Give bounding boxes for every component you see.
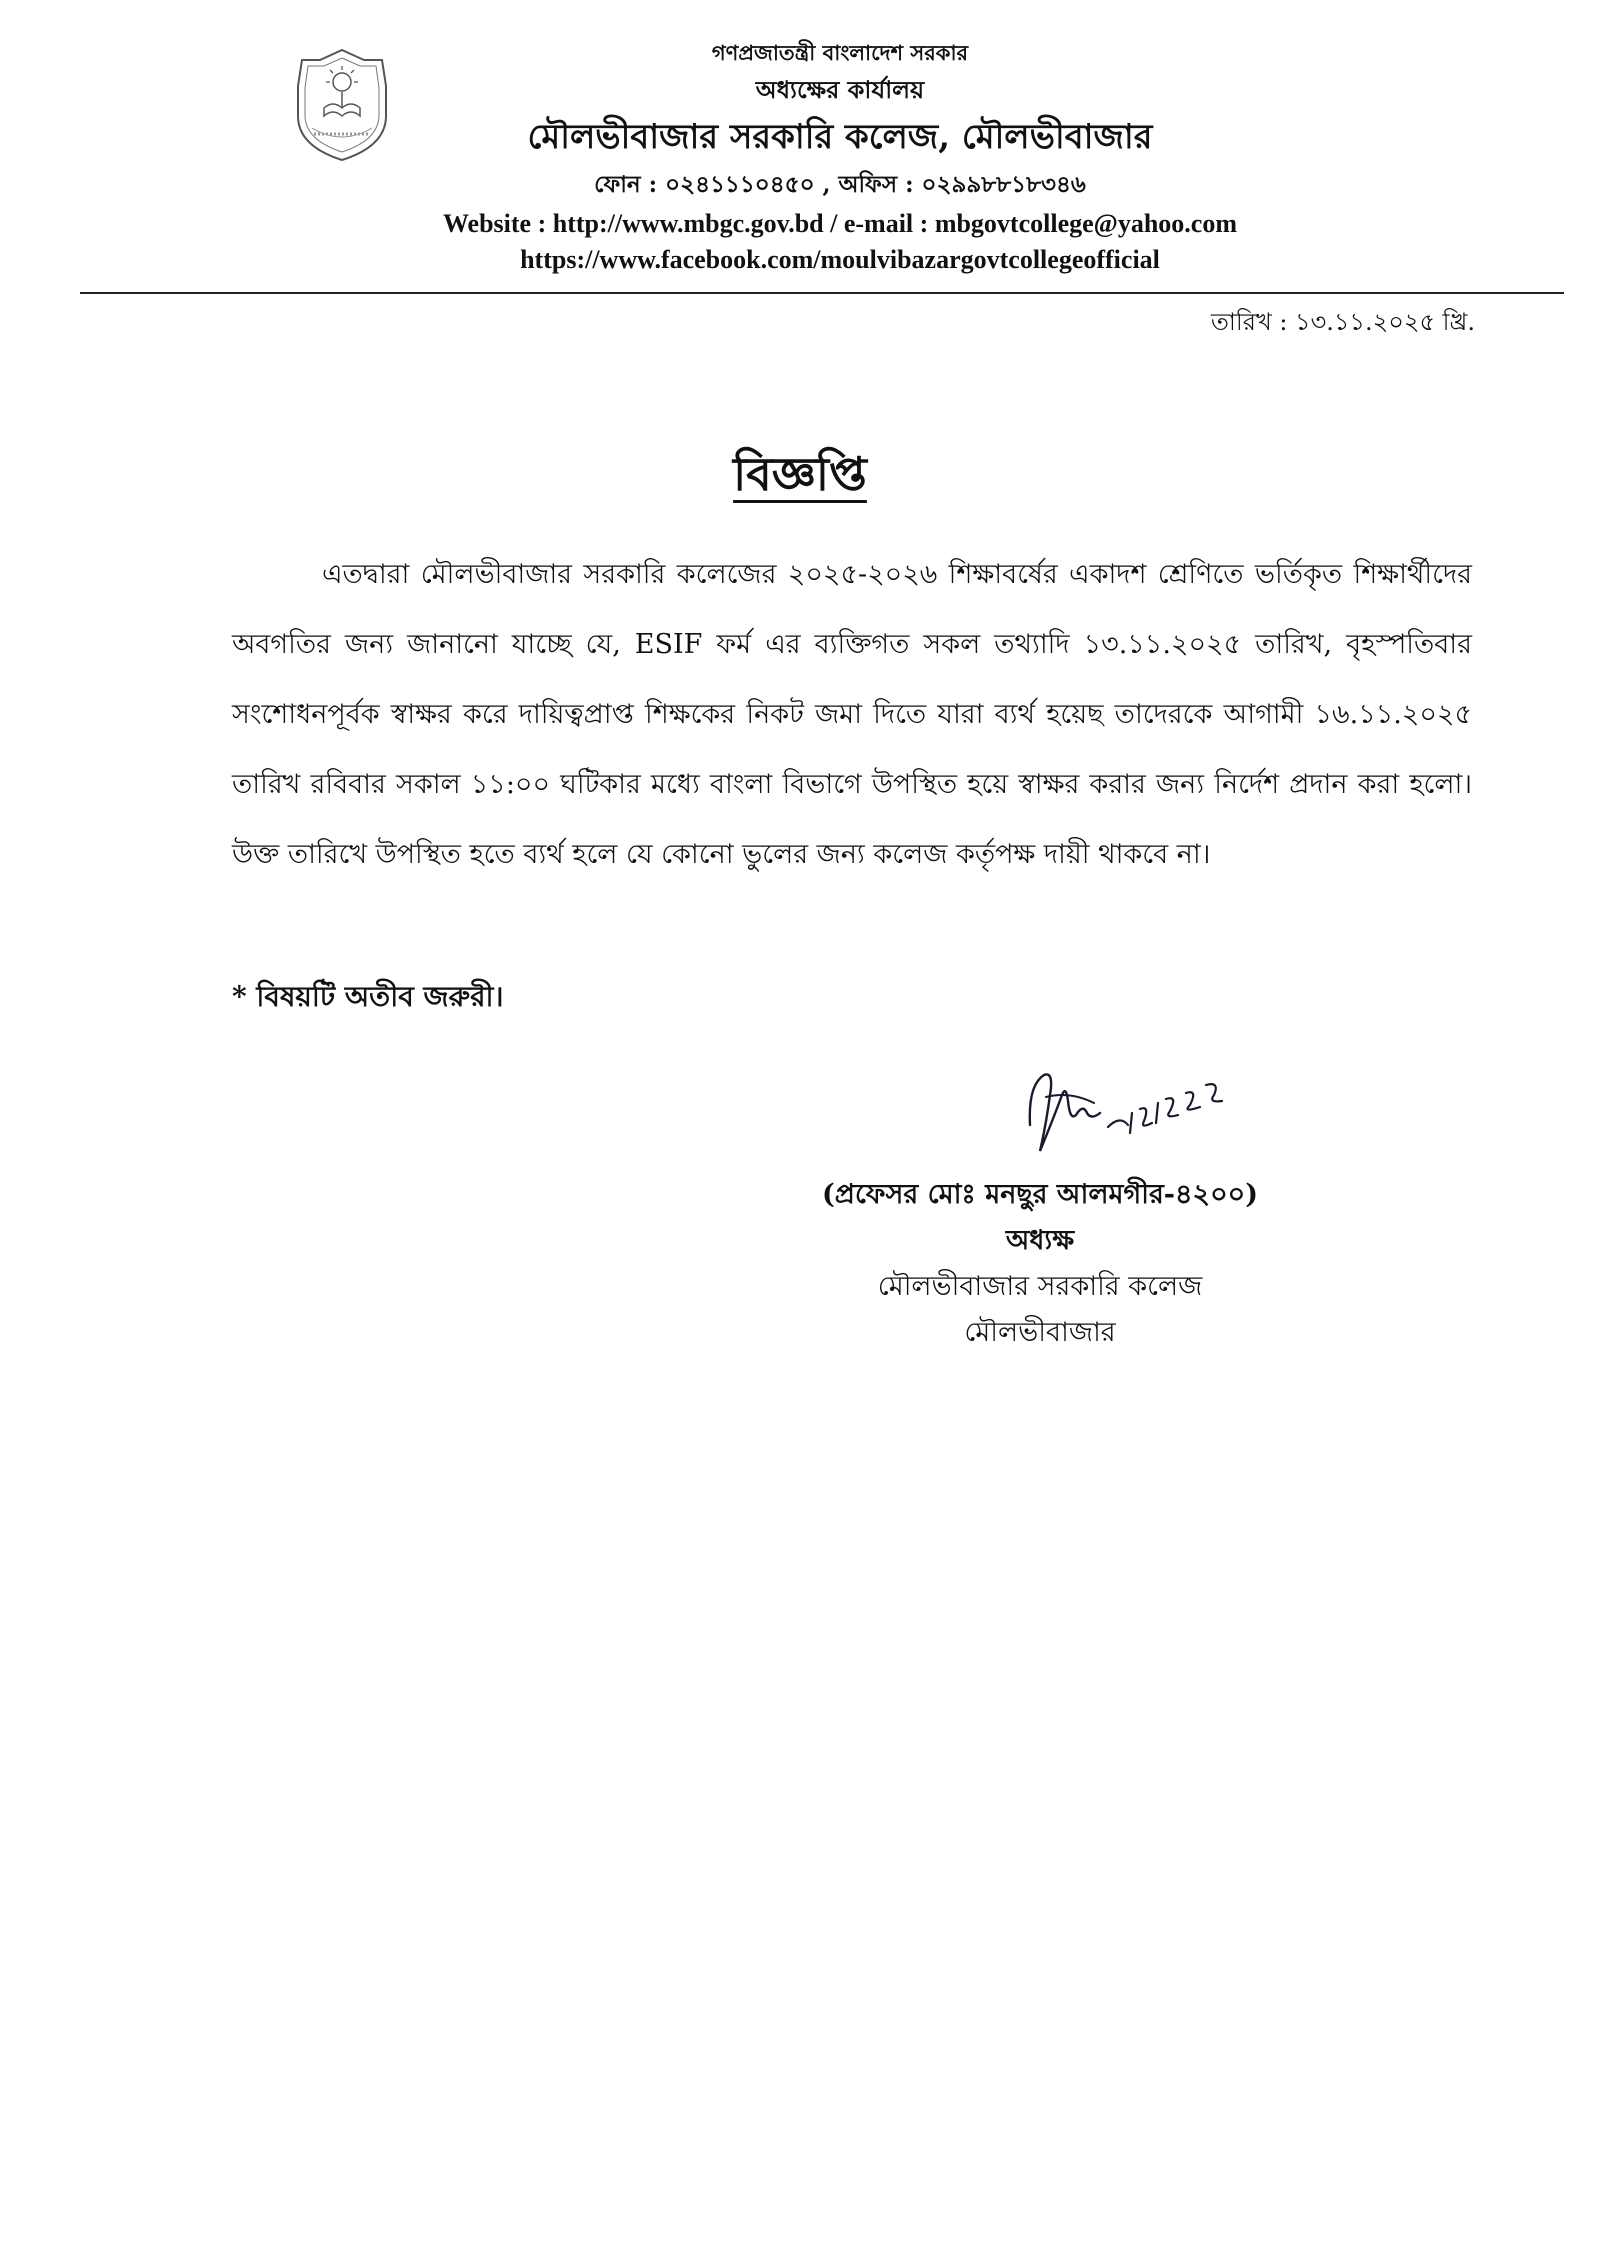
signatory-college: মৌলভীবাজার সরকারি কলেজ <box>877 1271 1203 1302</box>
signatory-name: (প্রফেসর মোঃ মনছুর আলমগীর-৪২০০) <box>822 1179 1258 1210</box>
urgent-note: * বিষয়টি অতীব জরুরী। <box>232 980 504 1013</box>
notice-heading <box>500 440 1100 516</box>
header-divider <box>80 292 1564 294</box>
signatory-place: মৌলভীবাজার <box>964 1317 1116 1348</box>
facebook-link: https://www.facebook.com/moulvibazargovtcollegeofficial <box>520 245 1160 274</box>
college-name: মৌলভীবাজার সরকারি কলেজ, মৌলভীবাজার <box>527 117 1153 157</box>
notice-date: তারিখ : ১৩.১১.২০২৫ খ্রি. <box>1210 308 1475 336</box>
notice-heading-text: বিজ্ঞপ্তি <box>733 447 867 501</box>
office-name: অধ্যক্ষের কার্যালয় <box>755 75 925 104</box>
government-name: গণপ্রজাতন্ত্রী বাংলাদেশ সরকার <box>711 40 969 65</box>
notice-body: এতদ্বারা মৌলভীবাজার সরকারি কলেজের ২০২৫-২০২৬ শিক্ষাবর্ষের একাদশ শ্রেণিতে ভর্তিকৃত শিক্ষার্থীদের অবগতির জন্য জানানো যাচ্ছে যে, ESIF ফর্ম এর ব্যক্তিগত সকল তথ্যাদি ১৩.১১.২০২৫ তারিখ, বৃহস্পতিবার সংশোধনপূর্বক স্বাক্ষর করে দায়িত্বপ্রাপ্ত শিক্ষকের নিকট জমা দিতে যারা ব্যর্থ হয়েছ তাদেরকে আগামী ১৬.১১.২০২৫ তারিখ রবিবার সকাল ১১:০০ ঘটিকার মধ্যে বাংলা বিভাগে উপস্থিত হয়ে স্বাক্ষর করার জন্য নির্দেশ প্রদান করা হলো। উক্ত তারিখে উপস্থিত হতে ব্যর্থ হলে যে কোনো ভুলের জন্য কলেজ কর্তৃপক্ষ দায়ী থাকবে না। <box>232 559 1472 870</box>
phone-line: ফোন : ০২৪১১১০৪৫০ , অফিস : ০২৯৯৮৮১৮৩৪৬ <box>594 171 1086 198</box>
letterhead <box>360 36 1320 278</box>
signatory-title: অধ্যক্ষ <box>1005 1225 1075 1256</box>
signatory-block <box>760 1172 1320 1356</box>
signature-icon <box>1010 1055 1270 1175</box>
website-line: Website : http://www.mbgc.gov.bd / e-mail : mbgovtcollege@yahoo.com <box>442 209 1237 238</box>
